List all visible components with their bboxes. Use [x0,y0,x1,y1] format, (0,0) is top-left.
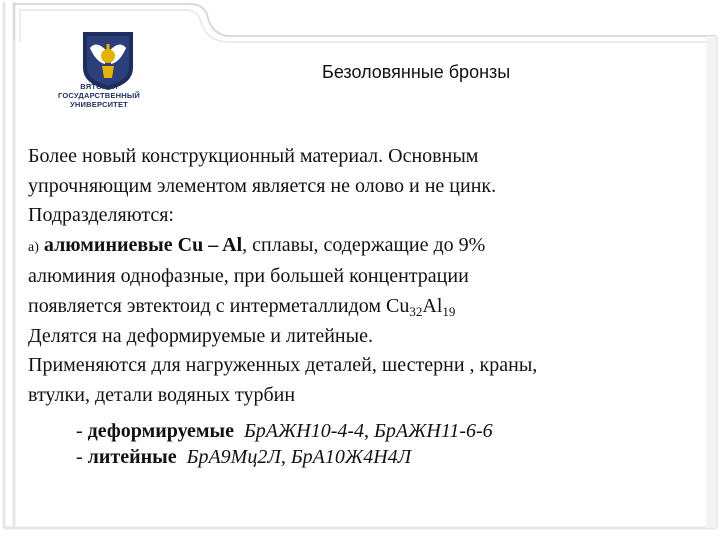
dash: - [76,446,83,468]
body-line: Применяются для нагруженных деталей, шестерни , краны, [28,354,538,377]
intro-line: Более новый конструкционный материал. Основным [28,145,479,167]
aluminum-line-3 [28,292,700,322]
intro-line: упрочняющим элементом является не олово и не цинк. [28,174,497,197]
subscript: 32 [409,303,423,319]
aluminum-line-2: алюминия однофазные, при большей концентрации [28,265,469,288]
university-name [40,82,158,109]
subscript: 19 [442,303,456,319]
alloy-grades [76,418,696,470]
grade-category: литейные [87,446,177,468]
slide-body [28,142,700,410]
eutectoid-text: появляется эвтектоид с интерметаллидом Cu [28,294,410,317]
university-name-line: ГОСУДАРСТВЕННЫЙ [58,91,140,100]
grade-list: БрАЖН10-4-4, БрАЖН11-6-6 [243,420,493,442]
grade-list: БрА9Мц2Л, БрА10Ж4Н4Л [186,446,412,468]
grade-category: деформируемые [87,420,234,442]
slide-title: Безоловянные бронзы [322,62,511,82]
grade-row-wrought [76,418,696,444]
grade-row-cast [76,444,696,470]
dash: - [76,420,83,442]
university-name-line: УНИВЕРСИТЕТ [70,100,128,109]
body-line: втулки, детали водяных турбин [28,383,296,406]
aluminum-term: алюминиевые Cu – Al [43,233,243,256]
intro-line: Подразделяются: [28,204,174,227]
aluminum-description: , сплавы, содержащие до 9% [242,233,486,256]
list-marker: а) [28,239,39,255]
element-symbol: Al [422,294,443,317]
aluminum-line [28,231,700,263]
university-name-line: ВЯТСКИЙ [80,82,118,91]
body-line: Делятся на деформируемые и литейные. [28,324,373,347]
